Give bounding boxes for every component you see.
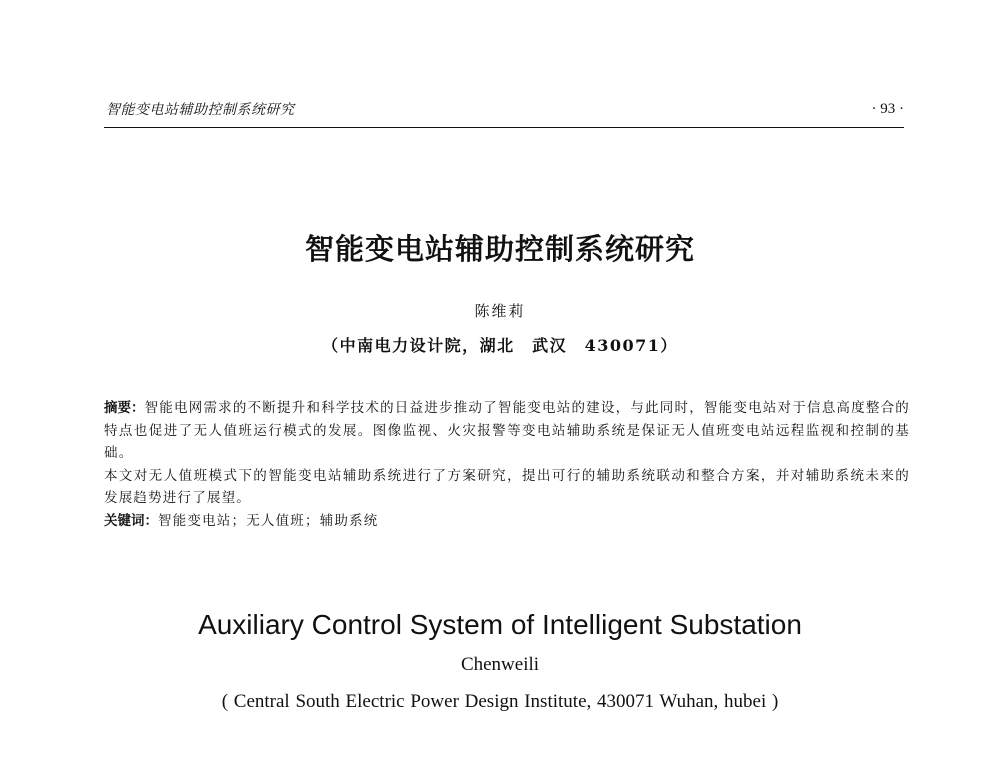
keywords-label: 关键词： <box>104 512 158 529</box>
author-affiliation: （中南电力设计院，湖北 武汉 430071） <box>322 336 678 355</box>
keywords-line <box>104 510 910 533</box>
abstract-block <box>104 397 910 533</box>
paper-title: 智能变电站辅助控制系统研究 <box>304 232 695 266</box>
abstract-paragraph-2: 本文对无人值班模式下的智能变电站辅助系统进行了方案研究，提出可行的辅助系统联动和整合方案，并对辅助系统未来的发展趋势进行了展望。 <box>104 467 910 507</box>
english-title: Auxiliary Control System of Intelligent Substation <box>198 609 802 640</box>
running-head: 智能变电站辅助控制系统研究 <box>106 102 295 118</box>
english-affiliation: ( Central South Electric Power Design Institute, 430071 Wuhan, hubei ) <box>221 691 779 712</box>
abstract-label: 摘要： <box>104 400 145 416</box>
english-author: Chenweili <box>460 654 540 675</box>
abstract-paragraph-1 <box>104 397 910 465</box>
page-number: · 93 · <box>871 101 904 117</box>
keywords-text: 智能变电站；无人值班；辅助系统 <box>158 512 379 529</box>
header-rule <box>104 127 904 128</box>
author-name: 陈维莉 <box>474 302 526 320</box>
abstract-text-1: 智能电网需求的不断提升和科学技术的日益进步推动了智能变电站的建设，与此同时，智能变电站对于信息高度整合的特点也促进了无人值班运行模式的发展。图像监视、火灾报警等变电站辅助系统是保证无人值班变电站远程监视和控制的基础。 <box>104 400 910 462</box>
